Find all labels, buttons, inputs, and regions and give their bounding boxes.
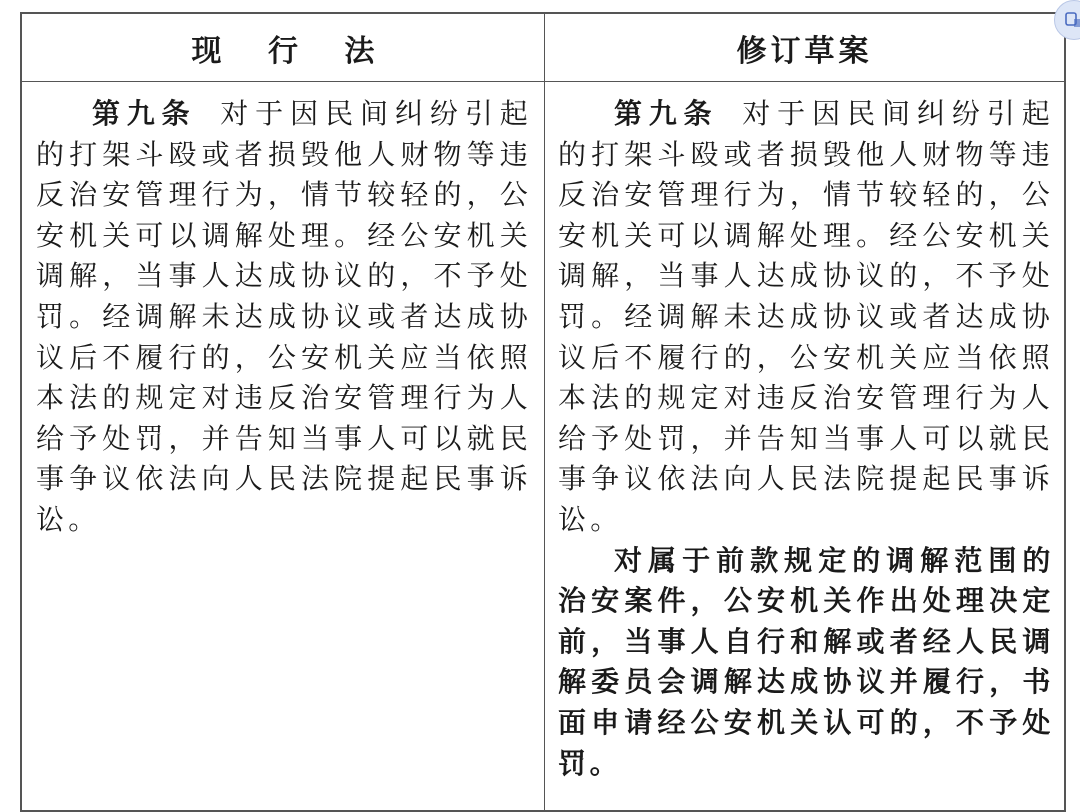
comparison-table: [20, 12, 1066, 812]
header-divider: [22, 81, 1064, 82]
column-divider: [544, 14, 545, 810]
article-number: 第九条: [614, 97, 719, 130]
revised-draft-cell: [558, 94, 1054, 784]
header-revised-draft: 修订草案: [736, 33, 873, 69]
revised-draft-paragraph: [558, 94, 1054, 541]
current-law-paragraph: [36, 94, 532, 541]
translate-icon-glyph: [1064, 10, 1080, 30]
article-text: 对于因民间纠纷引起的打架斗殴或者损毁他人财物等违反治安管理行为，情节较轻的，公安机关可以调解处理。经公安机关调解，当事人达成协议的，不予处罚。经调解未达成协议或者达成协议后不履行的，公安机关应当依照本法的规定对违反治安管理行为人给予处罚，并告知当事人可以就民事争议依法向人民法院提起民事诉讼。: [36, 97, 532, 536]
article-number: 第九条: [92, 97, 197, 130]
article-text: 对于因民间纠纷引起的打架斗殴或者损毁他人财物等违反治安管理行为，情节较轻的，公安机关可以调解处理。经公安机关调解，当事人达成协议的，不予处罚。经调解未达成协议或者达成协议后不履行的，公安机关应当依照本法的规定对违反治安管理行为人给予处罚，并告知当事人可以就民事争议依法向人民法院提起民事诉讼。: [558, 97, 1054, 536]
header-current-law: 现 行 法: [191, 33, 393, 69]
current-law-cell: [36, 94, 532, 541]
added-paragraph: 对属于前款规定的调解范围的治安案件，公安机关作出处理决定前，当事人自行和解或者经人民调解委员会调解达成协议并履行，书面申请经公安机关认可的，不予处罚。: [558, 543, 1054, 780]
